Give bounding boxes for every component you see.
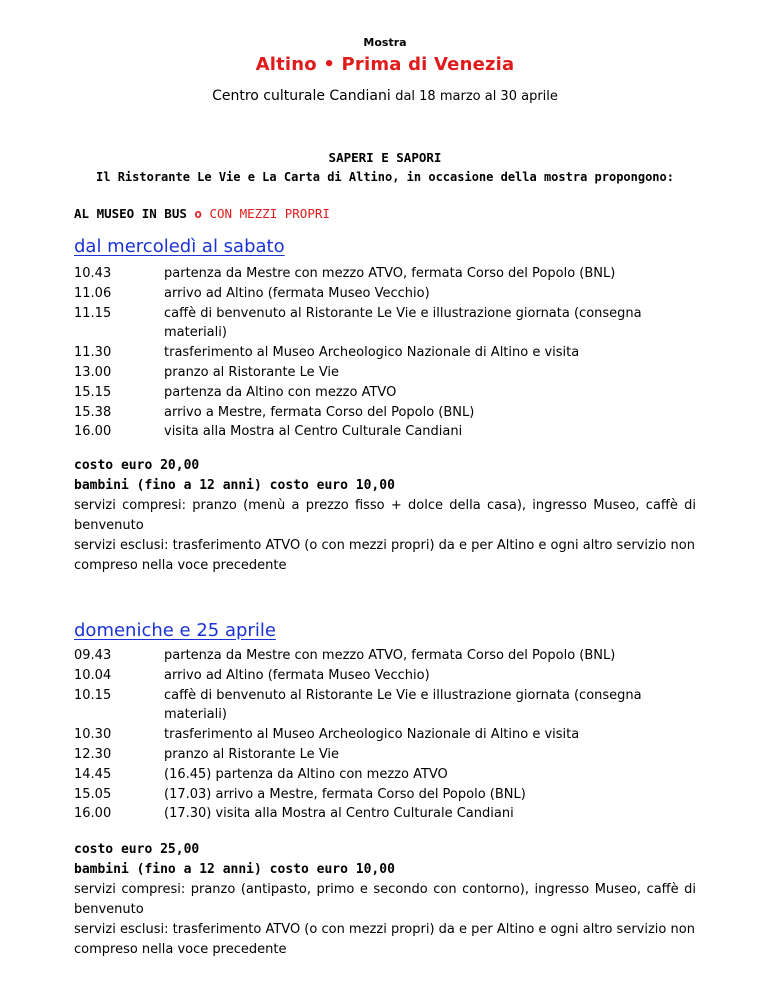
- schedule-time: 16.00: [74, 806, 112, 822]
- schedule-row: [74, 745, 696, 765]
- schedule-description: arrivo a Mestre, fermata Corso del Popolo (BNL): [164, 404, 475, 420]
- schedule-time: 16.00: [74, 424, 112, 440]
- schedule-description: pranzo al Ristorante Le Vie: [164, 364, 340, 380]
- schedule-time: 10.43: [74, 266, 112, 281]
- schedule-time: 12.30: [74, 746, 112, 762]
- schedule-row: [74, 422, 696, 442]
- weekday-cost: costo euro 20,00: [74, 458, 200, 473]
- mode-own: CON MEZZI PROPRI: [209, 206, 330, 221]
- schedule-row: [74, 646, 696, 666]
- schedule-time: 11.15: [74, 305, 112, 321]
- schedule-row: [74, 666, 696, 686]
- schedule-description: caffè di benvenuto al Ristorante Le Vie e illustrazione giornata (consegna materiali): [164, 305, 642, 341]
- sunday-heading: domeniche e 25 aprile: [74, 620, 276, 641]
- schedule-time: 13.00: [74, 364, 112, 380]
- schedule-time: 15.38: [74, 404, 112, 420]
- schedule-row: [74, 383, 696, 403]
- schedule-row: [74, 304, 696, 344]
- schedule-row: [74, 686, 696, 726]
- sunday-schedule: [74, 646, 696, 824]
- schedule-row: [74, 785, 696, 805]
- schedule-row: [74, 804, 696, 824]
- schedule-row: [74, 343, 696, 363]
- sunday-children-cost: bambini (fino a 12 anni) costo euro 10,00: [74, 862, 395, 877]
- kicker: Mostra: [363, 36, 407, 49]
- venue: Centro culturale Candiani: [212, 88, 391, 104]
- section-subtitle: Il Ristorante Le Vie e La Carta di Altino, in occasione della mostra propongono:: [96, 170, 674, 184]
- schedule-time: 14.45: [74, 766, 112, 782]
- sunday-costs: [74, 840, 696, 960]
- travel-mode: [74, 206, 330, 221]
- schedule-time: 11.06: [74, 285, 112, 301]
- weekday-children-cost: bambini (fino a 12 anni) costo euro 10,00: [74, 478, 395, 493]
- schedule-row: [74, 725, 696, 745]
- schedule-description: (17.03) arrivo a Mestre, fermata Corso del Popolo (BNL): [164, 786, 526, 802]
- subtitle: [74, 88, 696, 104]
- dates: dal 18 marzo al 30 aprile: [395, 89, 558, 104]
- mode-or: o: [194, 206, 202, 221]
- schedule-description: pranzo al Ristorante Le Vie: [164, 746, 340, 762]
- schedule-description: arrivo ad Altino (fermata Museo Vecchio): [164, 285, 430, 301]
- schedule-time: 15.05: [74, 786, 112, 802]
- schedule-time: 10.15: [74, 687, 112, 703]
- schedule-description: partenza da Altino con mezzo ATVO: [164, 384, 397, 400]
- schedule-time: 11.30: [74, 345, 112, 361]
- schedule-description: caffè di benvenuto al Ristorante Le Vie e illustrazione giornata (consegna materiali): [164, 687, 642, 723]
- schedule-description: trasferimento al Museo Archeologico Nazionale di Altino e visita: [164, 345, 580, 361]
- schedule-description: arrivo ad Altino (fermata Museo Vecchio): [164, 667, 430, 683]
- schedule-description: partenza da Mestre con mezzo ATVO, fermata Corso del Popolo (BNL): [164, 648, 616, 663]
- weekday-included: servizi compresi: pranzo (menù a prezzo fisso + dolce della casa), ingresso Museo, caffè di benvenuto: [74, 498, 696, 533]
- schedule-description: visita alla Mostra al Centro Culturale Candiani: [164, 424, 463, 440]
- weekday-schedule: [74, 264, 696, 442]
- schedule-row: [74, 284, 696, 304]
- schedule-description: (17.30) visita alla Mostra al Centro Culturale Candiani: [164, 806, 514, 822]
- schedule-description: partenza da Mestre con mezzo ATVO, fermata Corso del Popolo (BNL): [164, 266, 616, 281]
- sunday-included: servizi compresi: pranzo (antipasto, primo e secondo con contorno), ingresso Museo, caffè di benvenuto: [74, 882, 696, 917]
- section-title: SAPERI E SAPORI: [328, 150, 442, 165]
- sunday-excluded: servizi esclusi: trasferimento ATVO (o con mezzi propri) da e per Altino e ogni altro servizio non compreso nella voce precedente: [74, 922, 695, 957]
- schedule-row: [74, 403, 696, 423]
- schedule-description: (16.45) partenza da Altino con mezzo ATVO: [164, 766, 448, 782]
- schedule-time: 09.43: [74, 648, 112, 663]
- schedule-time: 10.04: [74, 667, 112, 683]
- weekday-heading: dal mercoledì al sabato: [74, 236, 285, 257]
- page-title: Altino • Prima di Venezia: [255, 54, 515, 75]
- schedule-row: [74, 765, 696, 785]
- schedule-row: [74, 363, 696, 383]
- schedule-row: [74, 264, 696, 284]
- schedule-description: trasferimento al Museo Archeologico Nazionale di Altino e visita: [164, 727, 580, 743]
- sunday-cost: costo euro 25,00: [74, 842, 200, 857]
- mode-bus: AL MUSEO IN BUS: [74, 206, 187, 221]
- weekday-costs: [74, 456, 696, 576]
- schedule-time: 15.15: [74, 384, 112, 400]
- weekday-excluded: servizi esclusi: trasferimento ATVO (o con mezzi propri) da e per Altino e ogni altro servizio non compreso nella voce precedente: [74, 538, 695, 573]
- schedule-time: 10.30: [74, 727, 112, 743]
